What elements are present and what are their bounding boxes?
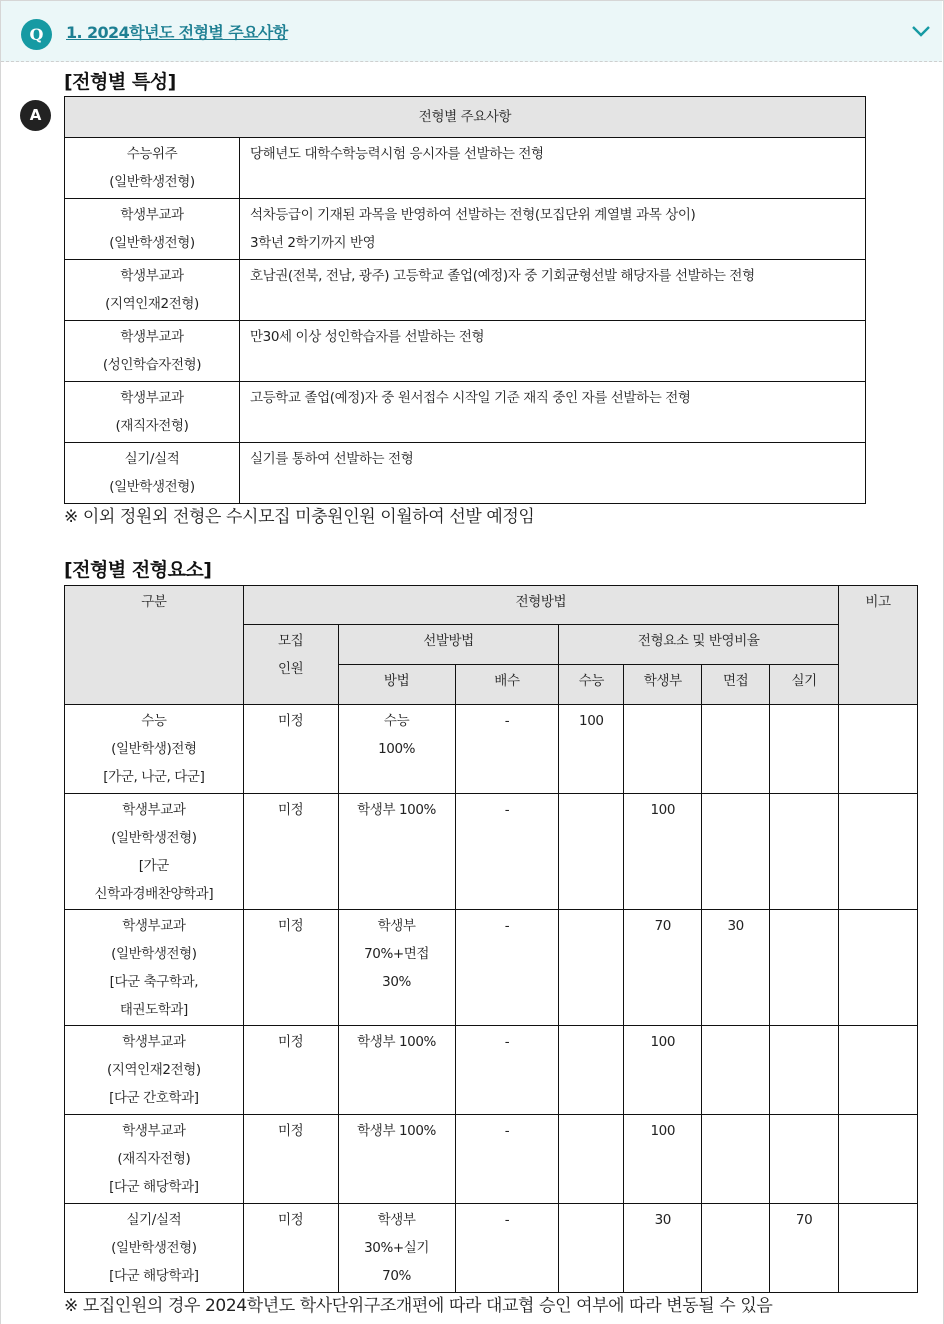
type-line1: 학생부교과 bbox=[120, 390, 184, 406]
cell-multiplier: - bbox=[455, 794, 559, 910]
table-row bbox=[65, 1115, 918, 1204]
type-line1: 수능위주 bbox=[126, 146, 178, 162]
cell-category: 실기/실적 (일반학생전형) [다군 해당학과] bbox=[65, 1204, 244, 1293]
cell-category: 학생부교과 (일반학생전형) [다군 축구학과, 태권도학과] bbox=[65, 910, 244, 1026]
cell-practical bbox=[770, 1026, 839, 1115]
header-method-group: 전형방법 bbox=[243, 586, 838, 625]
header-record: 학생부 bbox=[624, 665, 702, 705]
cell-suneung bbox=[559, 1204, 624, 1293]
cell-multiplier: - bbox=[455, 1026, 559, 1115]
cell-multiplier: - bbox=[455, 705, 559, 794]
header-elements-group: 전형요소 및 반영비율 bbox=[559, 625, 839, 665]
table-row bbox=[65, 910, 918, 1026]
question-badge: Q bbox=[21, 19, 52, 50]
cell-remarks bbox=[839, 910, 918, 1026]
type-line1: 실기/실적 bbox=[124, 451, 180, 467]
faq-question-bar[interactable] bbox=[1, 1, 942, 62]
cell-category: 수능 (일반학생)전형 [가군, 나군, 다군] bbox=[65, 705, 244, 794]
desc-line1: 고등학교 졸업(예정)자 중 원서접수 시작일 기준 재직 중인 자를 선발하는 전형 bbox=[250, 390, 691, 406]
cell-record: 30 bbox=[624, 1204, 702, 1293]
desc-line1: 만30세 이상 성인학습자를 선발하는 전형 bbox=[250, 329, 485, 345]
cell-method: 수능 100% bbox=[338, 705, 455, 794]
cell-method: 학생부 70%+면접 30% bbox=[338, 910, 455, 1026]
cell-quota: 미정 bbox=[243, 1026, 338, 1115]
type-line2: (재직자전형) bbox=[115, 418, 189, 434]
desc-line1: 석차등급이 기재된 과목을 반영하여 선발하는 전형(모집단위 계열별 과목 상이) bbox=[250, 207, 696, 223]
desc-line1: 당해년도 대학수학능력시험 응시자를 선발하는 전형 bbox=[250, 146, 544, 162]
cell-multiplier: - bbox=[455, 910, 559, 1026]
cell-category: 학생부교과 (일반학생전형) [가군 신학과경배찬양학과] bbox=[65, 794, 244, 910]
table-row bbox=[65, 443, 866, 504]
header-method: 방법 bbox=[338, 665, 455, 705]
cell-practical bbox=[770, 794, 839, 910]
characteristics-note: ※ 이외 정원외 전형은 수시모집 미충원인원 이월하여 선발 예정임 bbox=[64, 507, 535, 527]
table-row bbox=[65, 794, 918, 910]
table-row bbox=[65, 138, 866, 199]
selection-elements-table bbox=[64, 585, 918, 1293]
type-line2: (일반학생전형) bbox=[109, 479, 195, 495]
type-line2: (일반학생전형) bbox=[109, 174, 195, 190]
cell-interview bbox=[702, 705, 770, 794]
table-row bbox=[65, 260, 866, 321]
desc-line1: 호남권(전북, 전남, 광주) 고등학교 졸업(예정)자 중 기회균형선발 해당자를 선발하는 전형 bbox=[250, 268, 755, 284]
cell-suneung bbox=[559, 1026, 624, 1115]
header-suneung: 수능 bbox=[559, 665, 624, 705]
cell-interview: 30 bbox=[702, 910, 770, 1026]
cell-suneung bbox=[559, 794, 624, 910]
cell-remarks bbox=[839, 1115, 918, 1204]
cell-practical bbox=[770, 910, 839, 1026]
characteristics-table bbox=[64, 96, 866, 504]
type-line1: 학생부교과 bbox=[120, 329, 184, 345]
table-row bbox=[65, 1204, 918, 1293]
header-multiplier: 배수 bbox=[455, 665, 559, 705]
cell-record: 100 bbox=[624, 794, 702, 910]
cell-interview bbox=[702, 1204, 770, 1293]
question-title-link[interactable]: 1. 2024학년도 전형별 주요사항 bbox=[66, 23, 288, 42]
table-row bbox=[65, 1026, 918, 1115]
header-selection-group: 선발방법 bbox=[338, 625, 559, 665]
cell-suneung bbox=[559, 1115, 624, 1204]
header-quota: 모집 인원 bbox=[243, 625, 338, 705]
header-practical: 실기 bbox=[770, 665, 839, 705]
header-category: 구분 bbox=[65, 586, 244, 705]
type-line2: (지역인재2전형) bbox=[105, 296, 199, 312]
cell-record: 100 bbox=[624, 1026, 702, 1115]
table-row bbox=[65, 382, 866, 443]
cell-method: 학생부 100% bbox=[338, 794, 455, 910]
cell-multiplier: - bbox=[455, 1204, 559, 1293]
cell-method: 학생부 100% bbox=[338, 1026, 455, 1115]
desc-line2: 3학년 2학기까지 반영 bbox=[250, 235, 376, 251]
header-remarks: 비고 bbox=[839, 586, 918, 705]
desc-line1: 실기를 통하여 선발하는 전형 bbox=[250, 451, 414, 467]
cell-suneung bbox=[559, 910, 624, 1026]
cell-quota: 미정 bbox=[243, 705, 338, 794]
elements-note: ※ 모집인원의 경우 2024학년도 학사단위구조개편에 따라 대교협 승인 여부에 따라 변동될 수 있음 bbox=[64, 1296, 773, 1316]
cell-method: 학생부 30%+실기 70% bbox=[338, 1204, 455, 1293]
cell-quota: 미정 bbox=[243, 910, 338, 1026]
cell-record: 100 bbox=[624, 1115, 702, 1204]
type-line2: (일반학생전형) bbox=[109, 235, 195, 251]
cell-quota: 미정 bbox=[243, 1115, 338, 1204]
cell-remarks bbox=[839, 794, 918, 910]
table-header: 전형별 주요사항 bbox=[65, 97, 866, 138]
section-title-elements: [전형별 전형요소] bbox=[64, 559, 212, 581]
chevron-down-icon[interactable] bbox=[911, 23, 931, 39]
type-line1: 학생부교과 bbox=[120, 207, 184, 223]
cell-interview bbox=[702, 1026, 770, 1115]
cell-practical bbox=[770, 705, 839, 794]
cell-quota: 미정 bbox=[243, 794, 338, 910]
cell-interview bbox=[702, 794, 770, 910]
cell-remarks bbox=[839, 1204, 918, 1293]
type-line2: (성인학습자전형) bbox=[102, 357, 202, 373]
section-title-characteristics: [전형별 특성] bbox=[64, 71, 176, 93]
cell-suneung: 100 bbox=[559, 705, 624, 794]
header-interview: 면접 bbox=[702, 665, 770, 705]
cell-interview bbox=[702, 1115, 770, 1204]
cell-record bbox=[624, 705, 702, 794]
answer-badge: A bbox=[20, 100, 51, 131]
cell-quota: 미정 bbox=[243, 1204, 338, 1293]
cell-multiplier: - bbox=[455, 1115, 559, 1204]
table-row bbox=[65, 321, 866, 382]
cell-practical: 70 bbox=[770, 1204, 839, 1293]
cell-record: 70 bbox=[624, 910, 702, 1026]
cell-remarks bbox=[839, 705, 918, 794]
type-line1: 학생부교과 bbox=[120, 268, 184, 284]
cell-practical bbox=[770, 1115, 839, 1204]
cell-category: 학생부교과 (재직자전형) [다군 해당학과] bbox=[65, 1115, 244, 1204]
table-row bbox=[65, 199, 866, 260]
table-row bbox=[65, 705, 918, 794]
cell-remarks bbox=[839, 1026, 918, 1115]
cell-category: 학생부교과 (지역인재2전형) [다군 간호학과] bbox=[65, 1026, 244, 1115]
cell-method: 학생부 100% bbox=[338, 1115, 455, 1204]
